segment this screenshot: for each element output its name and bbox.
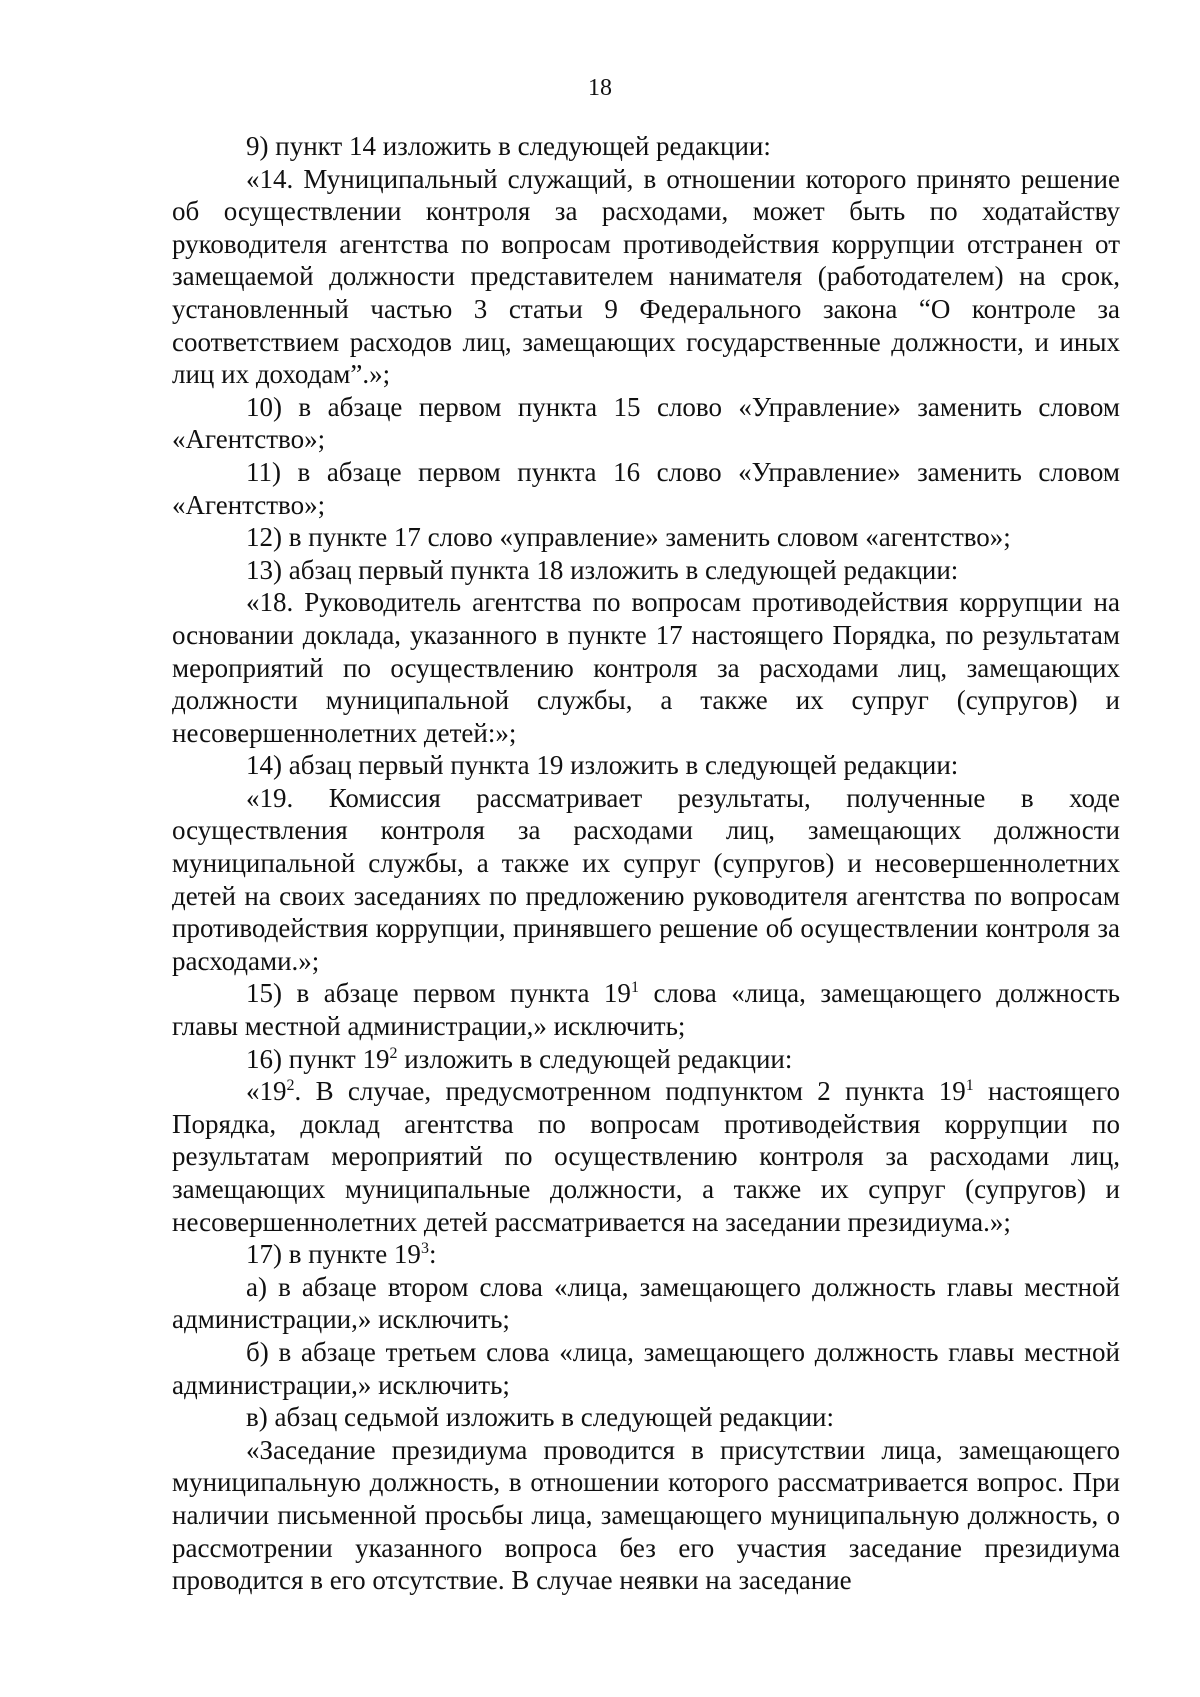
document-body	[172, 130, 1120, 1597]
paragraph	[172, 782, 1120, 978]
paragraph	[172, 1238, 1120, 1271]
paragraph	[172, 1075, 1120, 1238]
paragraph-text: . В случае, предусмотренном подпунктом 2 пункта 19	[294, 1076, 966, 1107]
paragraph	[172, 554, 1120, 587]
paragraph	[172, 1271, 1120, 1336]
paragraph-text: «14. Муниципальный служащий, в отношении которого принято решение об осуществлении контроля за расходами, может быть по ходатайству руководителя агентства по вопросам противодействия коррупции отстранен от замещаемой должности представителем нанимателя (работодателем) на срок, установленный частью 3 статьи 9 Федерального закона “О контроле за соответствием расходов лиц, замещающих государственные должности, и иных лиц их доходам”.»;	[172, 163, 1120, 390]
paragraph	[172, 521, 1120, 554]
superscript: 2	[286, 1077, 295, 1095]
paragraph-text: «19. Комиссия рассматривает результаты, полученные в ходе осуществления контроля за расходами лиц, замещающих должности муниципальной службы, а также их супруг (супругов) и несовершеннолетних детей на своих заседаниях по предложению руководителя агентства по вопросам противодействия коррупции, принявшего решение об осуществлении контроля за расходами.»;	[172, 782, 1120, 976]
page-number: 18	[588, 75, 612, 101]
paragraph	[172, 1336, 1120, 1401]
paragraph-text: 10) в абзаце первом пункта 15 слово «Управление» заменить словом «Агентство»;	[172, 391, 1120, 455]
paragraph-text: в) абзац седьмой изложить в следующей редакции:	[246, 1402, 835, 1433]
paragraph-text: 15) в абзаце первом пункта 19	[246, 978, 631, 1009]
paragraph	[172, 130, 1120, 163]
paragraph-text: «18. Руководитель агентства по вопросам противодействия коррупции на основании доклада, указанного в пункте 17 настоящего Порядка, по результатам мероприятий по осуществлению контроля за расходами лиц, замещающих должности муниципальной службы, а также их супруг (супругов) и несовершеннолетних детей:»;	[172, 587, 1120, 748]
paragraph-text: а) в абзаце втором слова «лица, замещающего должность главы местной администрации,» исключить;	[172, 1271, 1120, 1335]
paragraph	[172, 1434, 1120, 1597]
paragraph-text: б) в абзаце третьем слова «лица, замещающего должность главы местной администрации,» исключить;	[172, 1336, 1120, 1400]
superscript: 3	[420, 1240, 429, 1258]
superscript: 1	[630, 979, 639, 997]
paragraph-text: «Заседание президиума проводится в присутствии лица, замещающего муниципальную должность, в отношении которого рассматривается вопрос. При наличии письменной просьбы лица, замещающего муниципальную должность, о рассмотрении указанного вопроса без его участия заседание президиума проводится в его отсутствие. В случае неявки на заседание	[172, 1434, 1120, 1596]
paragraph-text: изложить в следующей редакции:	[397, 1043, 793, 1074]
superscript: 2	[389, 1044, 398, 1062]
paragraph	[172, 1401, 1120, 1434]
superscript: 1	[965, 1077, 974, 1095]
paragraph	[172, 749, 1120, 782]
paragraph-text: 14) абзац первый пункта 19 изложить в следующей редакции:	[246, 750, 959, 781]
paragraph	[172, 163, 1120, 391]
paragraph	[172, 391, 1120, 456]
paragraph	[172, 1043, 1120, 1076]
paragraph-text: слова «лица, замещающего должность главы местной администрации,» исключить;	[172, 978, 1120, 1042]
paragraph	[172, 977, 1120, 1042]
paragraph-text: «19	[246, 1076, 287, 1107]
paragraph-text: 13) абзац первый пункта 18 изложить в следующей редакции:	[246, 554, 959, 585]
paragraph-text: 16) пункт 19	[246, 1043, 390, 1074]
paragraph-text: 12) в пункте 17 слово «управление» заменить словом «агентство»;	[246, 522, 1011, 553]
paragraph	[172, 456, 1120, 521]
paragraph-text: 17) в пункте 19	[246, 1239, 421, 1270]
paragraph-text: 11) в абзаце первом пункта 16 слово «Управление» заменить словом «Агентство»;	[172, 456, 1120, 520]
paragraph-text: настоящего Порядка, доклад агентства по вопросам противодействия коррупции по результатам мероприятий по осуществлению контроля за расходами лиц, замещающих муниципальные должности, а также их супруг (супругов) и несовершеннолетних детей рассматривается на заседании президиума.»;	[172, 1076, 1120, 1237]
paragraph	[172, 586, 1120, 749]
paragraph-text: 9) пункт 14 изложить в следующей редакции:	[246, 131, 771, 161]
paragraph-text: :	[428, 1239, 437, 1270]
